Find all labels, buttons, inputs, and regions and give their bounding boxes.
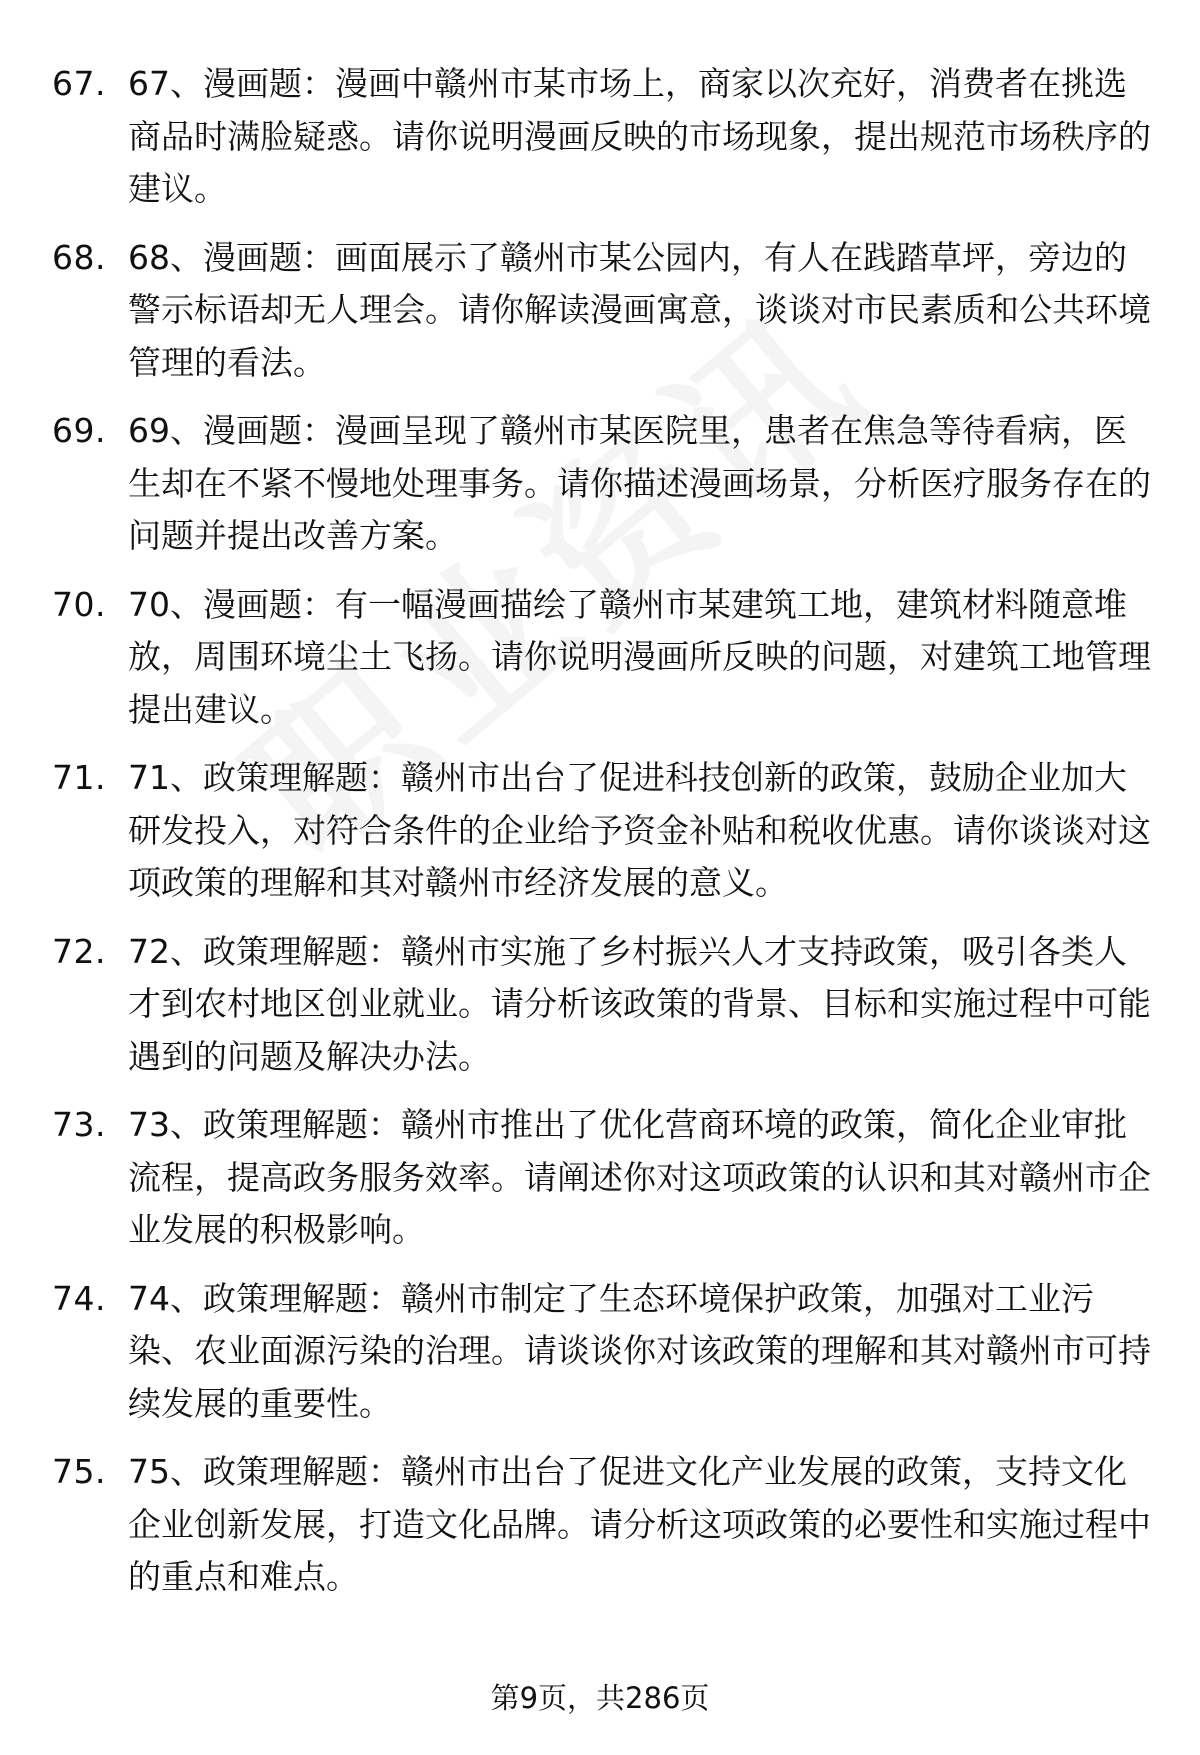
question-number: 72. [52,931,106,971]
list-item [52,1099,1152,1257]
list-item [52,232,1152,390]
question-number: 69. [52,411,106,450]
question-number: 71. [52,758,106,797]
question-number: 67. [52,64,106,103]
list-item [52,1273,1152,1431]
list-item [52,752,1152,910]
question-text: 75、政策理解题：赣州市出台了促进文化产业发展的政策，支持文化企业创新发展，打造文化品牌。请分析这项政策的必要性和实施过程中的重点和难点。 [128,1452,1151,1596]
page-number-footer: 第9页，共286页 [490,1681,710,1715]
question-text: 68、漫画题：画面展示了赣州市某公园内，有人在践踏草坪，旁边的警示标语却无人理会。请你解读漫画寓意，谈谈对市民素质和公共环境管理的看法。 [128,237,1151,382]
question-list [52,58,1152,1620]
question-number: 74. [52,1278,106,1318]
question-text: 67、漫画题：漫画中赣州市某市场上，商家以次充好，消费者在挑选商品时满脸疑惑。请你说明漫画反映的市场现象，提出规范市场秩序的建议。 [128,64,1151,208]
question-text: 71、政策理解题：赣州市出台了促进科技创新的政策，鼓励企业加大研发投入，对符合条件的企业给予资金补贴和税收优惠。请你谈谈对这项政策的理解和其对赣州市经济发展的意义。 [128,758,1151,902]
list-item [52,405,1152,563]
question-text: 72、政策理解题：赣州市实施了乡村振兴人才支持政策，吸引各类人才到农村地区创业就业。请分析该政策的背景、目标和实施过程中可能遇到的问题及解决办法。 [128,931,1151,1076]
question-text: 73、政策理解题：赣州市推出了优化营商环境的政策，简化企业审批流程，提高政务服务效率。请阐述你对这项政策的认识和其对赣州市企业发展的积极影响。 [128,1105,1151,1249]
question-text: 69、漫画题：漫画呈现了赣州市某医院里，患者在焦急等待看病，医生却在不紧不慢地处理事务。请你描述漫画场景，分析医疗服务存在的问题并提出改善方案。 [128,411,1151,555]
question-text: 70、漫画题：有一幅漫画描绘了赣州市某建筑工地，建筑材料随意堆放，周围环境尘土飞扬。请你说明漫画所反映的问题，对建筑工地管理提出建议。 [128,584,1151,729]
question-number: 70. [52,584,106,624]
list-item [52,579,1152,737]
question-number: 75. [52,1452,106,1491]
list-item [52,1446,1152,1604]
question-text: 74、政策理解题：赣州市制定了生态环境保护政策，加强对工业污染、农业面源污染的治理。请谈谈你对该政策的理解和其对赣州市可持续发展的重要性。 [128,1278,1151,1423]
question-number: 68. [52,237,106,277]
list-item [52,58,1152,216]
list-item [52,926,1152,1084]
question-number: 73. [52,1105,106,1144]
